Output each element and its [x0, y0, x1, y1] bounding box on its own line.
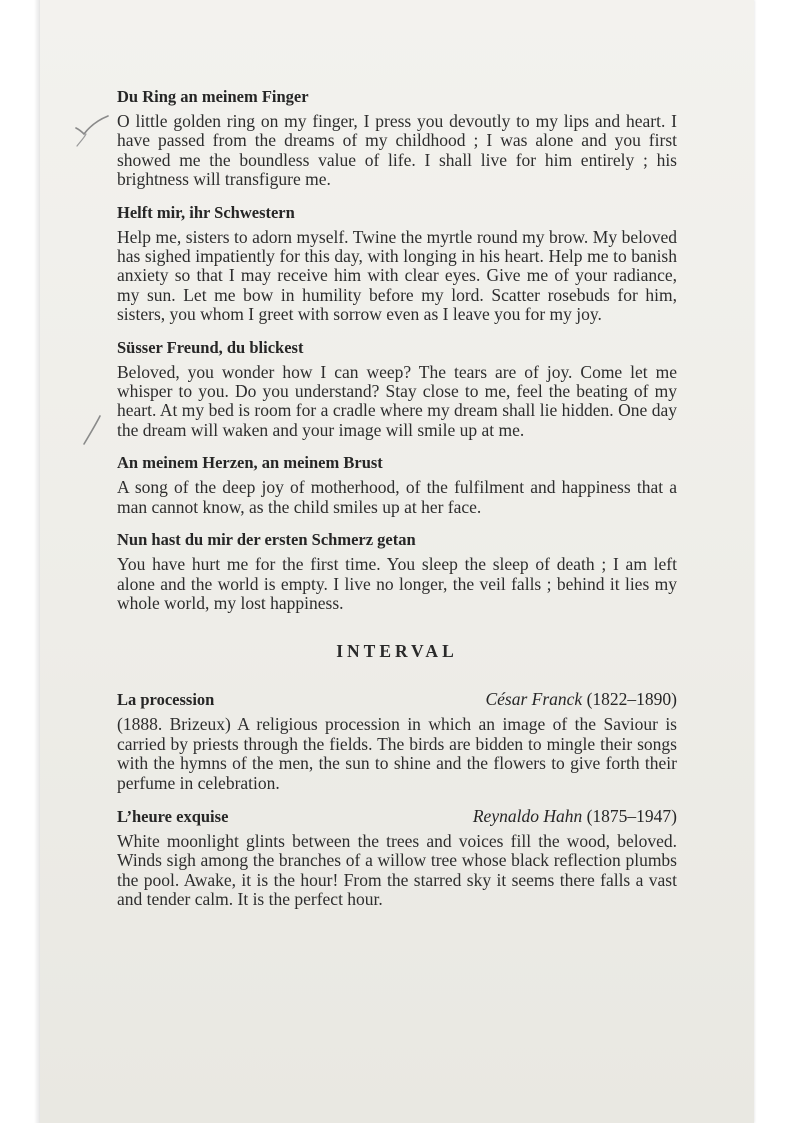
composer-name: César Franck — [485, 689, 583, 710]
song-section — [117, 452, 677, 517]
piece-heading — [117, 805, 677, 828]
song-title: Du Ring an meinem Finger — [117, 87, 309, 106]
programme-notes — [117, 86, 677, 922]
composer-dates: (1822–1890) — [586, 689, 677, 710]
piece-section — [117, 688, 677, 793]
song-translation: Beloved, you wonder how I can weep? The tears are of joy. Come let me whisper to you. Do you understand? Stay close to me, feel the beating of my heart. At my bed is room for a cradle where my dream shall lie hidden. One day the dream will waken and your image will smile up at me. — [117, 361, 677, 440]
piece-heading — [117, 688, 677, 711]
song-translation: A song of the deep joy of motherhood, of the fulfilment and happiness that a man cannot know, as the child smiles up at her face. — [117, 477, 677, 517]
song-translation: You have hurt me for the first time. You sleep the sleep of death ; I am left alone and the world is empty. I live no longer, the veil falls ; behind it lies my whole world, my lost happiness. — [117, 554, 677, 613]
song-title: Süsser Freund, du blickest — [117, 337, 304, 357]
song-section — [117, 202, 677, 325]
composer-name: Reynaldo Hahn — [472, 805, 583, 826]
song-title: An meinem Herzen, an meinem Brust — [117, 453, 383, 473]
song-section — [117, 529, 677, 613]
piece-description: White moonlight glints between the trees and voices fill the wood, beloved. Winds sigh among the branches of a willow tree whose black reflection plumbs the pool. Awake, it is the hour! From the starred sky it seems there falls a vast and tender calm. It is the perfect hour. — [117, 830, 677, 910]
piece-title: L’heure exquise — [117, 806, 229, 826]
song-translation: Help me, sisters to adorn myself. Twine the myrtle round my brow. My beloved has sighed impatiently for this day, with longing in his heart. Help me to banish anxiety so that I may receive him with clear eyes. Give me of your radiance, my sun. Let me bow in humility before my lord. Scatter rosebuds for him, sisters, you whom I greet with sorrow even as I leave you for my joy. — [117, 226, 677, 325]
piece-section — [117, 805, 677, 910]
piece-composer-line — [473, 805, 677, 827]
song-title: Helft mir, ihr Schwestern — [117, 202, 295, 222]
interval-heading: INTERVAL — [336, 641, 458, 662]
song-translation: O little golden ring on my finger, I press you devoutly to my lips and heart. I have passed from the dreams of my childhood ; I was alone and you first showed me the boundless value of life. I shall live for him entirely ; his brightness will transfigure me. — [117, 111, 677, 190]
piece-description: (1888. Brizeux) A religious procession in which an image of the Saviour is carried by priests through the fields. The birds are bidden to mingle their songs with the hymns of the men, the sun to shine and the flowers to give forth their perfume in celebration. — [117, 714, 677, 793]
song-section — [117, 337, 677, 441]
piece-composer-line — [485, 688, 677, 710]
composer-dates: (1875–1947) — [586, 805, 677, 826]
song-title: Nun hast du mir der ersten Schmerz getan — [117, 530, 416, 550]
piece-title: La procession — [117, 690, 215, 710]
song-section — [117, 86, 677, 190]
